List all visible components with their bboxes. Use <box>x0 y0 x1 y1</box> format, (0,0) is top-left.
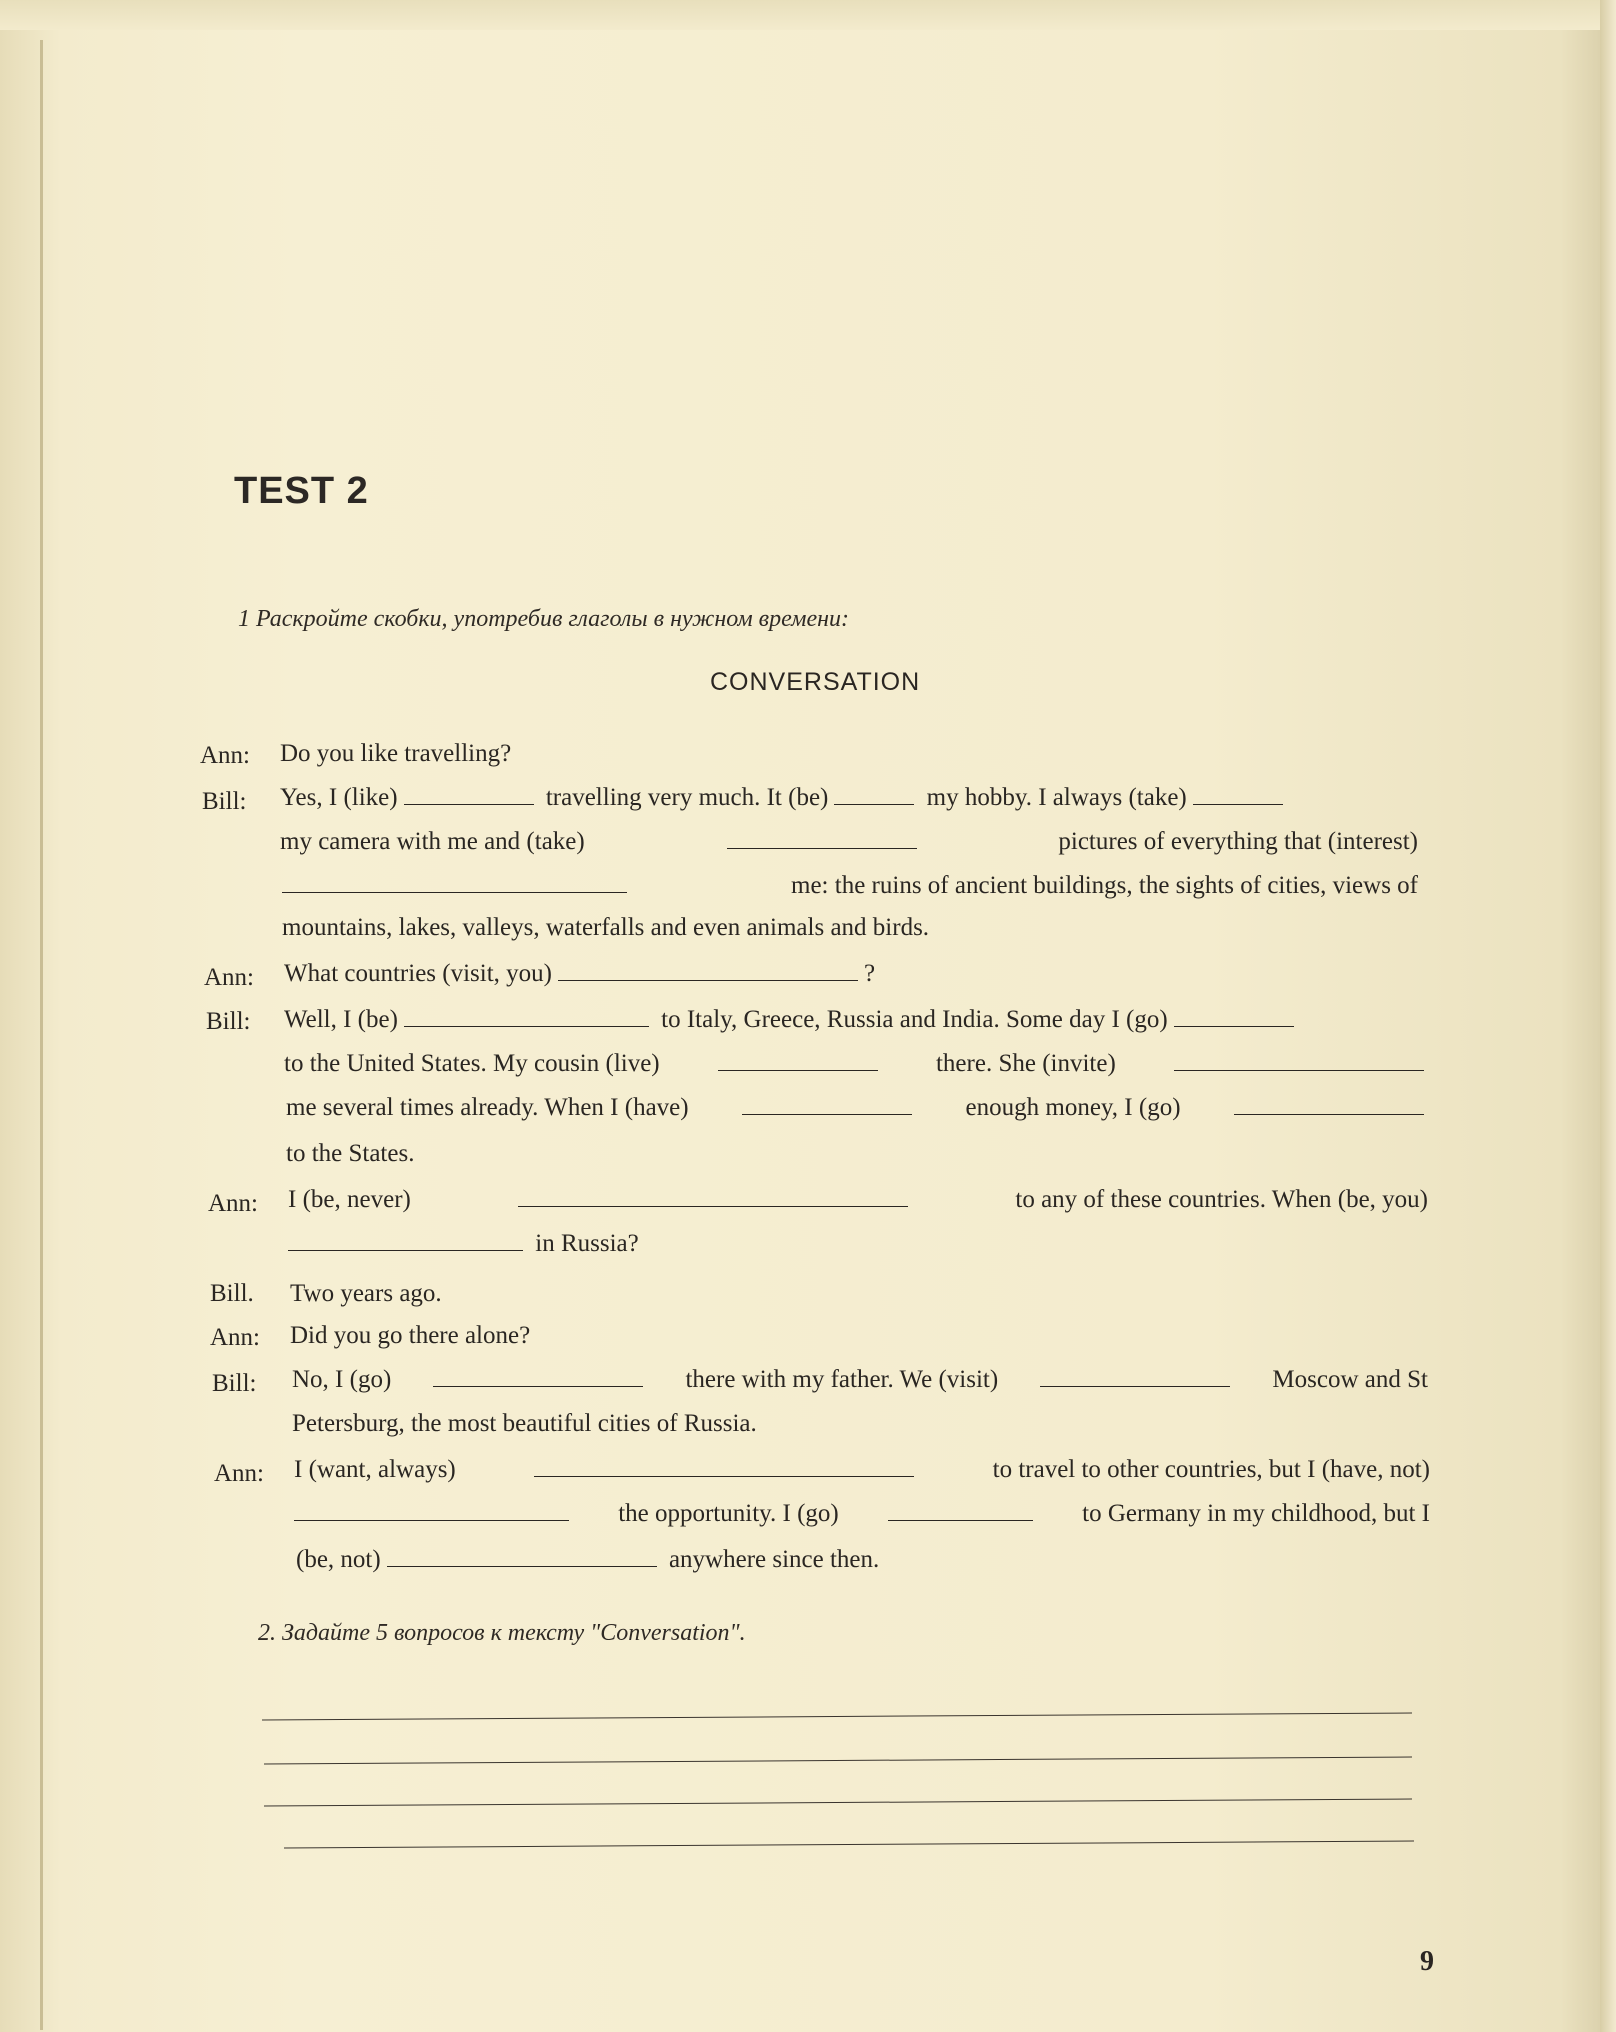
dialogue-line <box>290 1322 530 1350</box>
dialogue-text: (be, not) <box>296 1546 381 1573</box>
answer-blank[interactable] <box>387 1565 657 1567</box>
dialogue-line <box>292 1366 1428 1394</box>
answer-blank[interactable] <box>888 1519 1033 1521</box>
dialogue-text: to Germany in my childhood, but I <box>1082 1500 1430 1527</box>
page-number: 9 <box>1420 1946 1434 1977</box>
answer-blank[interactable] <box>727 847 917 849</box>
dialogue-text: Two years ago. <box>290 1280 442 1307</box>
answer-blank[interactable] <box>742 1113 912 1115</box>
speaker-bill: Bill. <box>210 1280 254 1307</box>
dialogue-line <box>280 740 511 768</box>
dialogue-line <box>286 1094 1424 1122</box>
dialogue-line <box>282 914 929 942</box>
answer-blank[interactable] <box>404 803 534 805</box>
dialogue-text: enough money, I (go) <box>965 1094 1181 1121</box>
dialogue-line <box>284 1006 1424 1034</box>
dialogue-text: to the United States. My cousin (live) <box>284 1050 660 1077</box>
dialogue-line <box>280 828 1418 856</box>
dialogue-text: I (be, never) <box>288 1186 411 1213</box>
dialogue-text: to any of these countries. When (be, you) <box>1015 1186 1428 1213</box>
dialogue-line <box>280 784 1418 812</box>
dialogue-text: What countries (visit, you) <box>284 960 552 987</box>
dialogue-line <box>284 1050 1424 1078</box>
dialogue-text: No, I (go) <box>292 1366 392 1393</box>
dialogue-text: to travel to other countries, but I (have, not) <box>992 1456 1430 1483</box>
answer-blank[interactable] <box>558 979 858 981</box>
book-spine-fold <box>40 40 43 2030</box>
dialogue-line <box>288 1186 1428 1214</box>
test-title: TEST 2 <box>234 470 369 512</box>
dialogue-text: Did you go there alone? <box>290 1322 531 1349</box>
answer-blank[interactable] <box>1193 803 1283 805</box>
speaker-ann: Ann: <box>200 742 250 769</box>
answer-blank[interactable] <box>1174 1025 1294 1027</box>
dialogue-text: my camera with me and (take) <box>280 828 585 855</box>
dialogue-line <box>292 1410 757 1438</box>
answer-blank[interactable] <box>1040 1385 1230 1387</box>
speaker-ann: Ann: <box>208 1190 258 1217</box>
dialogue-text: Well, I (be) <box>284 1006 398 1033</box>
dialogue-text: Moscow and St <box>1272 1366 1428 1393</box>
dialogue-text: in Russia? <box>535 1230 639 1257</box>
dialogue-text: there with my father. We (visit) <box>685 1366 999 1393</box>
answer-blank[interactable] <box>288 1249 523 1251</box>
dialogue-line <box>296 1546 879 1574</box>
speaker-ann: Ann: <box>210 1324 260 1351</box>
answer-blank[interactable] <box>534 1475 914 1477</box>
dialogue-line <box>284 960 875 988</box>
dialogue-line <box>288 1230 639 1258</box>
speaker-bill: Bill: <box>202 788 247 815</box>
dialogue-text: travelling very much. It (be) <box>545 784 829 811</box>
dialogue-text: to the States. <box>286 1140 415 1167</box>
answer-blank[interactable] <box>1234 1113 1424 1115</box>
dialogue-text: anywhere since then. <box>668 1546 880 1573</box>
dialogue-text: to Italy, Greece, Russia and India. Some day I (go) <box>661 1006 1168 1033</box>
dialogue-text: Yes, I (like) <box>280 784 398 811</box>
task-2-instruction: 2. Задайте 5 вопросов к тексту "Conversation". <box>258 1620 746 1646</box>
dialogue-text: the opportunity. I (go) <box>618 1500 839 1527</box>
task-1-instruction: 1 Раскройте скобки, употребив глаголы в нужном времени: <box>238 606 850 632</box>
dialogue-text: my hobby. I always (take) <box>926 784 1187 811</box>
speaker-ann: Ann: <box>204 964 254 991</box>
speaker-bill: Bill: <box>212 1370 257 1397</box>
answer-blank[interactable] <box>282 891 627 893</box>
page-right-edge <box>1600 0 1616 2032</box>
answer-blank[interactable] <box>718 1069 878 1071</box>
dialogue-text: Petersburg, the most beautiful cities of Russia. <box>292 1410 757 1437</box>
dialogue-text: ? <box>864 960 876 987</box>
speaker-ann: Ann: <box>214 1460 264 1487</box>
speaker-bill: Bill: <box>206 1008 251 1035</box>
answer-blank[interactable] <box>294 1519 569 1521</box>
dialogue-text: I (want, always) <box>294 1456 456 1483</box>
dialogue-text: mountains, lakes, valleys, waterfalls and even animals and birds. <box>282 914 930 941</box>
answer-blank[interactable] <box>834 803 914 805</box>
dialogue-text: there. She (invite) <box>935 1050 1116 1077</box>
page-top-edge <box>0 0 1616 30</box>
answer-blank[interactable] <box>433 1385 643 1387</box>
answer-blank[interactable] <box>518 1205 908 1207</box>
dialogue-line <box>290 1280 442 1308</box>
dialogue-line <box>294 1500 1430 1528</box>
answer-blank[interactable] <box>404 1025 649 1027</box>
conversation-heading: CONVERSATION <box>710 668 921 696</box>
answer-blank[interactable] <box>1174 1069 1424 1071</box>
dialogue-line <box>286 1140 414 1168</box>
dialogue-text: me several times already. When I (have) <box>286 1094 689 1121</box>
dialogue-text: me: the ruins of ancient buildings, the sights of cities, views of <box>791 872 1418 899</box>
dialogue-text: pictures of everything that (interest) <box>1058 828 1418 855</box>
dialogue-line <box>282 872 1418 900</box>
dialogue-line <box>294 1456 1430 1484</box>
dialogue-text: Do you like travelling? <box>280 740 512 767</box>
